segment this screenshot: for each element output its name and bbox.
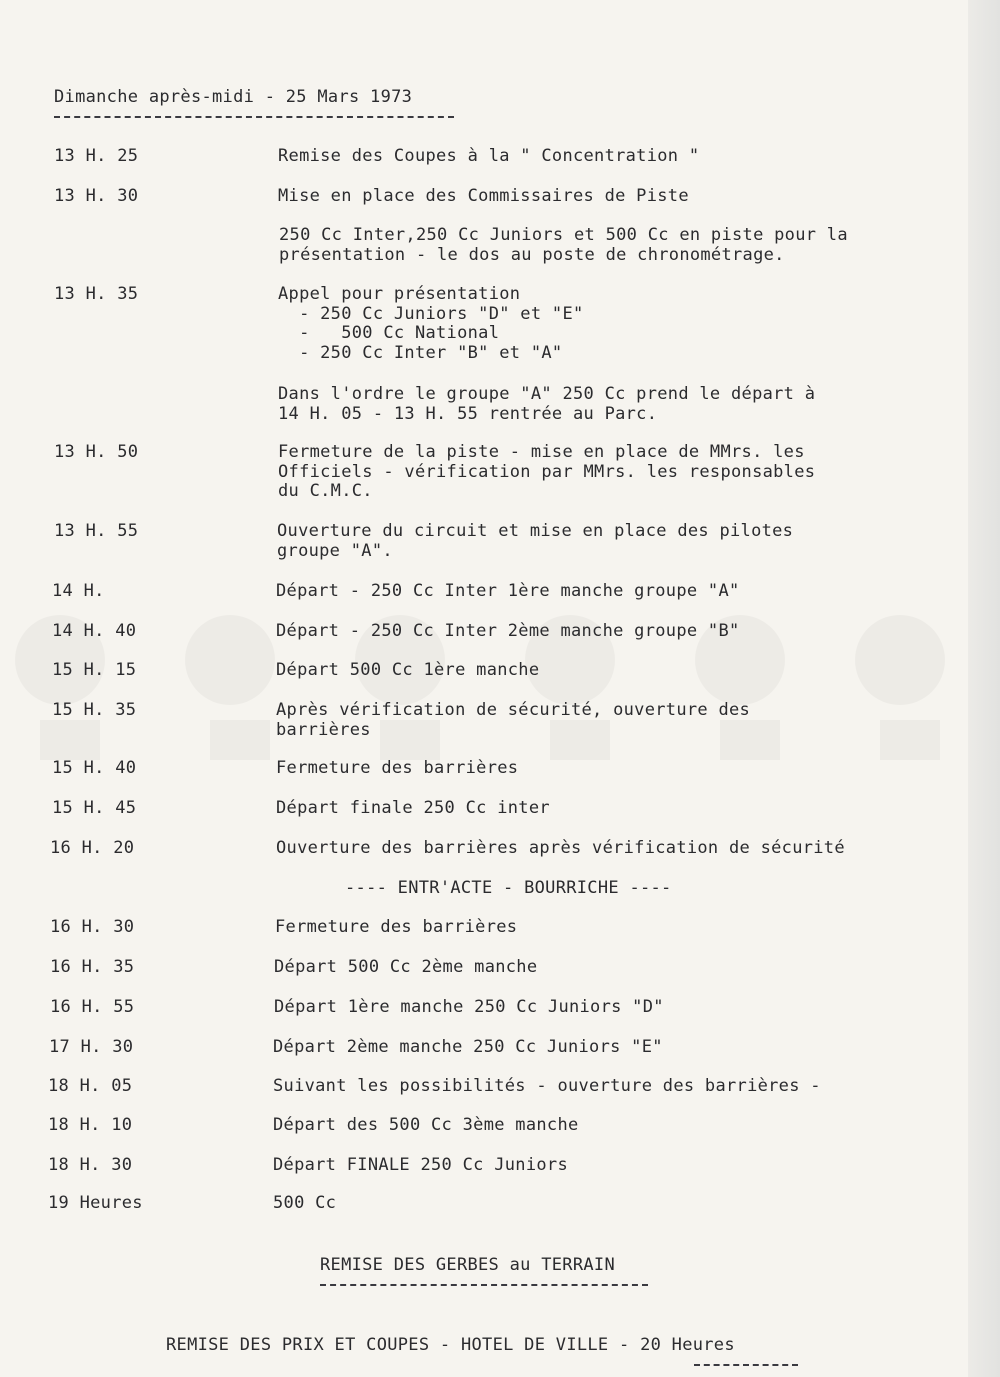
schedule-description-line: Fermeture de la piste - mise en place de MMrs. les — [278, 442, 805, 462]
schedule-description-line: - 500 Cc National — [278, 323, 500, 343]
schedule-time: 17 H. 30 — [49, 1037, 134, 1057]
schedule-time: 13 H. 55 — [54, 521, 139, 541]
schedule-description-line: Départ finale 250 Cc inter — [276, 798, 550, 818]
schedule-time: 18 H. 10 — [48, 1115, 133, 1135]
schedule-description-line: ---- ENTR'ACTE - BOURRICHE ---- — [345, 878, 672, 898]
schedule-description-line: du C.M.C. — [278, 481, 373, 501]
schedule-time: 13 H. 50 — [54, 442, 139, 462]
schedule-description-line: présentation - le dos au poste de chronométrage. — [279, 244, 785, 265]
schedule-description-line: Départ - 250 Cc Inter 2ème manche groupe "B" — [276, 621, 740, 641]
schedule-description-line: - 250 Cc Inter "B" et "A" — [278, 342, 563, 363]
schedule-description-line: Appel pour présentation — [278, 284, 521, 304]
schedule-time: 19 Heures — [48, 1193, 143, 1213]
schedule-description-line: Dans l'ordre le groupe "A" 250 Cc prend le départ à — [278, 384, 816, 404]
schedule-time: 15 H. 40 — [52, 758, 137, 778]
schedule-description-line: Départ 2ème manche 250 Cc Juniors "E" — [273, 1037, 663, 1057]
schedule-description-line: 500 Cc — [273, 1193, 337, 1213]
schedule-description-line: Départ 500 Cc 1ère manche — [276, 660, 540, 680]
schedule-description-line: Après vérification de sécurité, ouverture des — [276, 700, 751, 720]
schedule-description-line: 14 H. 05 - 13 H. 55 rentrée au Parc. — [278, 403, 658, 424]
header-underline — [54, 116, 454, 118]
gerbes-underline — [320, 1284, 648, 1286]
schedule-description-line: Fermeture des barrières — [276, 758, 519, 778]
page-edge — [968, 0, 1000, 1377]
schedule-description-line: - 250 Cc Juniors "D" et "E" — [278, 303, 584, 324]
schedule-description-line: Suivant les possibilités - ouverture des barrières - — [273, 1076, 821, 1096]
schedule-time: 14 H. 40 — [52, 621, 137, 641]
schedule-description-line: Départ FINALE 250 Cc Juniors — [273, 1155, 568, 1175]
schedule-description-line: Mise en place des Commissaires de Piste — [278, 186, 689, 206]
prix-underline — [694, 1364, 798, 1366]
schedule-description-line: groupe "A". — [277, 540, 393, 561]
gerbes-line: REMISE DES GERBES au TERRAIN — [320, 1255, 615, 1275]
schedule-time: 15 H. 35 — [52, 700, 137, 720]
schedule-time: 18 H. 05 — [48, 1076, 133, 1096]
schedule-time: 15 H. 45 — [52, 798, 137, 818]
schedule-time: 16 H. 20 — [50, 838, 135, 858]
schedule-description-line: Ouverture du circuit et mise en place des pilotes — [277, 521, 794, 541]
schedule-time: 16 H. 30 — [50, 917, 135, 937]
schedule-description-line: Fermeture des barrières — [275, 917, 518, 937]
schedule-time: 13 H. 30 — [54, 186, 139, 206]
schedule-time: 13 H. 25 — [54, 146, 139, 166]
schedule-description-line: Officiels - vérification par MMrs. les responsables — [278, 461, 816, 482]
schedule-description-line: Départ 500 Cc 2ème manche — [274, 957, 538, 977]
schedule-description-line: Remise des Coupes à la " Concentration " — [278, 146, 700, 166]
schedule-description-line: Départ - 250 Cc Inter 1ère manche groupe "A" — [276, 581, 740, 601]
schedule-description-line: Ouverture des barrières après vérification de sécurité — [276, 838, 845, 858]
schedule-description-line: Départ 1ère manche 250 Cc Juniors "D" — [274, 997, 664, 1017]
schedule-description-line: barrières — [276, 719, 371, 740]
schedule-time: 16 H. 55 — [50, 997, 135, 1017]
page-header: Dimanche après-midi - 25 Mars 1973 — [54, 87, 413, 107]
prix-line: REMISE DES PRIX ET COUPES - HOTEL DE VILLE - 20 Heures — [166, 1335, 735, 1355]
schedule-description-line: 250 Cc Inter,250 Cc Juniors et 500 Cc en piste pour la — [279, 225, 848, 245]
schedule-time: 18 H. 30 — [48, 1155, 133, 1175]
schedule-time: 16 H. 35 — [50, 957, 135, 977]
schedule-description-line: Départ des 500 Cc 3ème manche — [273, 1115, 579, 1135]
schedule-time: 15 H. 15 — [52, 660, 137, 680]
schedule-time: 14 H. — [52, 581, 105, 601]
schedule-time: 13 H. 35 — [54, 284, 139, 304]
